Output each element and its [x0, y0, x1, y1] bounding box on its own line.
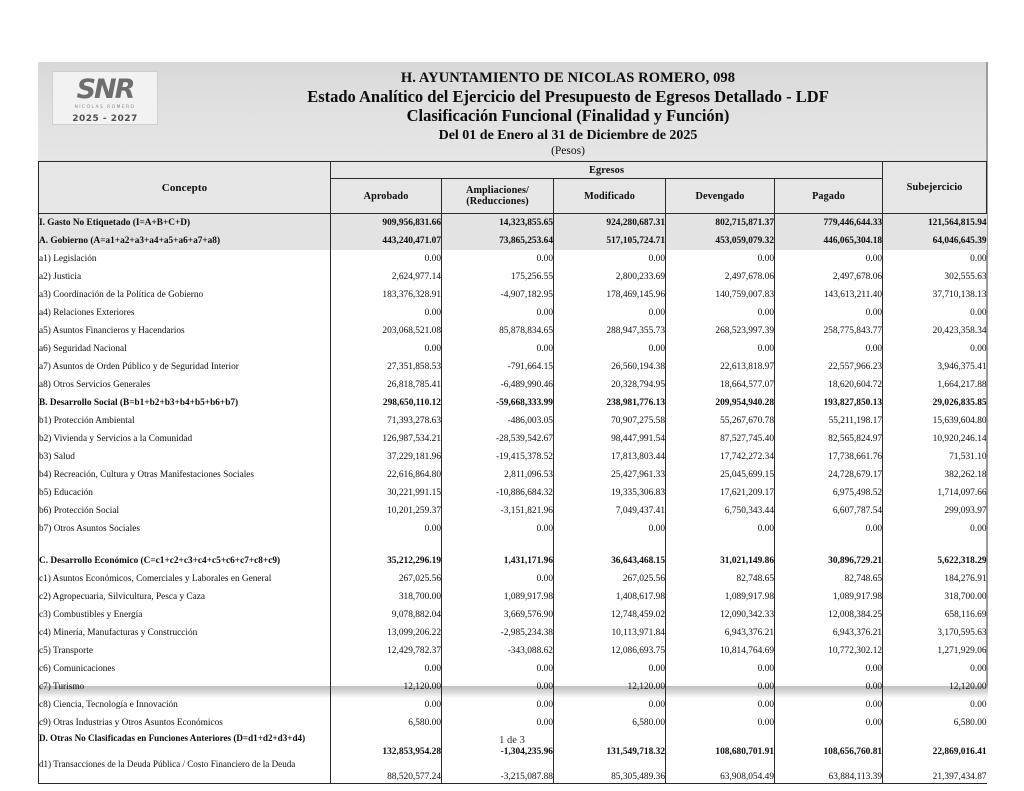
cell-pagado: 193,827,850.13	[775, 394, 883, 412]
cell-aprobado: 132,853,954.28	[331, 732, 442, 758]
table-row	[39, 588, 987, 606]
cell-subejercicio: 12,120.00	[949, 681, 987, 692]
cell-pagado	[775, 538, 883, 552]
cell-aprobado: 909,956,831.66	[331, 214, 442, 232]
table-row	[39, 520, 987, 538]
cell-modificado: 25,427,961.33	[554, 466, 666, 484]
cell-pagado: 55,211,198.17	[775, 412, 883, 430]
cell-subejercicio: 64,046,645.39	[883, 232, 987, 250]
page-footer	[0, 735, 1024, 746]
cell-pagado: 0.00	[775, 660, 883, 678]
cell-ampliaciones: 14,323,855.65	[442, 214, 554, 232]
budget-table-container	[38, 161, 986, 784]
cell-subejercicio: 10,920,246.14	[932, 433, 987, 444]
cell-concepto: c2) Agropecuaria, Silvicultura, Pesca y Caza	[39, 588, 331, 606]
cell-concepto: b7) Otros Asuntos Sociales	[39, 520, 331, 538]
cell-aprobado: 126,987,534.21	[331, 430, 442, 448]
cell-modificado: 1,408,617.98	[554, 588, 666, 606]
table-header-row-group	[39, 162, 987, 179]
cell-aprobado: 443,240,471.07	[331, 232, 442, 250]
cell-aprobado: 26,818,785.41	[331, 376, 442, 394]
cell-subejercicio: 0.00	[970, 699, 987, 710]
table-row	[39, 358, 987, 376]
cell-ampliaciones: 0.00	[442, 340, 554, 358]
cell-devengado: 0.00	[666, 696, 775, 714]
table-row	[39, 430, 987, 448]
cell-ampliaciones: 1,089,917.98	[442, 588, 554, 606]
cell-aprobado: 2,624,977.14	[331, 268, 442, 286]
column-header-ampliaciones	[442, 179, 554, 214]
cell-modificado: 131,549,718.32	[554, 732, 666, 758]
cell-aprobado: 13,099,206.22	[331, 624, 442, 642]
cell-aprobado: 12,120.00	[331, 678, 442, 696]
cell-aprobado: 318,700.00	[331, 588, 442, 606]
cell-modificado: 0.00	[554, 304, 666, 322]
table-row	[39, 714, 987, 732]
cell-subejercicio: 1,714,097.66	[937, 487, 987, 498]
table-row	[39, 758, 987, 784]
cell-aprobado: 27,351,858.53	[331, 358, 442, 376]
cell-aprobado: 9,078,882.04	[331, 606, 442, 624]
cell-ampliaciones: -4,907,182.95	[442, 286, 554, 304]
report-title: Estado Analítico del Ejercicio del Presupuesto de Egresos Detallado - LDF	[307, 86, 829, 106]
cell-modificado: 2,800,233.69	[554, 268, 666, 286]
cell-ampliaciones: 0.00	[442, 570, 554, 588]
cell-subejercicio: 3,946,375.41	[937, 361, 987, 372]
column-header-aprobado: Aprobado	[331, 179, 442, 214]
cell-concepto: a3) Coordinación de la Política de Gobierno	[39, 286, 331, 304]
cell-devengado: 453,059,079.32	[666, 232, 775, 250]
cell-ampliaciones: 0.00	[442, 714, 554, 732]
cell-modificado: 17,813,803.44	[554, 448, 666, 466]
cell-concepto: d1) Transacciones de la Deuda Pública / Costo Financiero de la Deuda	[39, 758, 331, 784]
cell-modificado: 85,305,489.36	[554, 758, 666, 784]
table-row	[39, 214, 987, 232]
cell-concepto: c9) Otras Industrias y Otros Asuntos Económicos	[39, 714, 331, 732]
cell-subejercicio: 382,262.18	[944, 469, 987, 480]
cell-aprobado: 0.00	[331, 660, 442, 678]
cell-devengado	[666, 538, 775, 552]
cell-modificado	[554, 538, 666, 552]
cell-concepto: c3) Combustibles y Energía	[39, 606, 331, 624]
table-body	[39, 214, 987, 784]
cell-pagado: 22,557,966.23	[775, 358, 883, 376]
cell-aprobado: 298,650,110.12	[331, 394, 442, 412]
report-subtitle: Clasificación Funcional (Finalidad y Función)	[406, 106, 730, 126]
cell-concepto: b3) Salud	[39, 448, 331, 466]
cell-concepto: I. Gasto No Etiquetado (I=A+B+C+D)	[39, 214, 331, 232]
table-row	[39, 502, 987, 520]
cell-aprobado: 0.00	[331, 304, 442, 322]
cell-subejercicio: 1,664,217.88	[937, 379, 987, 390]
cell-modificado: 20,328,794.95	[554, 376, 666, 394]
cell-modificado: 924,280,687.31	[554, 214, 666, 232]
cell-ampliaciones: 175,256.55	[442, 268, 554, 286]
cell-devengado: 12,090,342.33	[666, 606, 775, 624]
table-row	[39, 606, 987, 624]
cell-pagado: 6,943,376.21	[775, 624, 883, 642]
table-row	[39, 538, 987, 552]
column-header-subejercicio: Subejercicio	[883, 162, 987, 214]
cell-devengado: 87,527,745.40	[666, 430, 775, 448]
logo-mark-snr: SNR	[76, 74, 134, 105]
cell-pagado: 82,565,824.97	[775, 430, 883, 448]
cell-subejercicio: 6,580.00	[953, 717, 987, 728]
table-row	[39, 376, 987, 394]
cell-modificado: 178,469,145.96	[554, 286, 666, 304]
cell-ampliaciones: -28,539,542.67	[442, 430, 554, 448]
cell-aprobado: 267,025.56	[331, 570, 442, 588]
table-row	[39, 696, 987, 714]
cell-ampliaciones: -791,664.15	[442, 358, 554, 376]
cell-concepto: D. Otras No Clasificadas en Funciones Anteriores (D=d1+d2+d3+d4)	[39, 732, 331, 758]
column-header-concepto: Concepto	[39, 162, 331, 214]
document-header	[38, 64, 986, 162]
cell-subejercicio: 318,700.00	[944, 591, 987, 602]
cell-aprobado	[331, 538, 442, 552]
cell-concepto: a8) Otros Servicios Generales	[39, 376, 331, 394]
cell-subejercicio: 1,271,929.06	[937, 645, 987, 656]
cell-ampliaciones: -3,215,087.88	[442, 758, 554, 784]
cell-pagado: 17,738,661.76	[775, 448, 883, 466]
report-period: Del 01 de Enero al 31 de Diciembre de 2025	[438, 128, 698, 144]
cell-pagado: 0.00	[775, 678, 883, 696]
table-row	[39, 268, 987, 286]
cell-devengado: 0.00	[666, 660, 775, 678]
table-row	[39, 412, 987, 430]
cell-modificado: 0.00	[554, 520, 666, 538]
cell-modificado: 0.00	[554, 696, 666, 714]
table-row	[39, 484, 987, 502]
table-row	[39, 232, 987, 250]
cell-modificado: 238,981,776.13	[554, 394, 666, 412]
cell-pagado: 0.00	[775, 714, 883, 732]
cell-aprobado: 6,580.00	[331, 714, 442, 732]
table-row	[39, 642, 987, 660]
cell-devengado: 209,954,940.28	[666, 394, 775, 412]
cell-pagado: 6,975,498.52	[775, 484, 883, 502]
cell-subejercicio: 121,564,815.94	[883, 214, 987, 232]
table-row	[39, 322, 987, 340]
cell-devengado: 0.00	[666, 250, 775, 268]
cell-pagado: 108,656,760.81	[775, 732, 883, 758]
cell-aprobado: 0.00	[331, 520, 442, 538]
cell-devengado: 140,759,007.83	[666, 286, 775, 304]
cell-modificado: 0.00	[554, 340, 666, 358]
cell-devengado: 0.00	[666, 678, 775, 696]
cell-ampliaciones	[442, 538, 554, 552]
cell-concepto	[39, 538, 331, 552]
cell-devengado: 25,045,699.15	[666, 466, 775, 484]
cell-aprobado: 22,616,864.80	[331, 466, 442, 484]
cell-subejercicio: 71,531.10	[949, 451, 987, 462]
cell-ampliaciones: 0.00	[442, 696, 554, 714]
cell-devengado: 18,664,577.07	[666, 376, 775, 394]
cell-aprobado: 88,520,577.24	[331, 758, 442, 784]
cell-pagado: 0.00	[775, 696, 883, 714]
cell-pagado: 446,065,304.18	[775, 232, 883, 250]
cell-pagado: 30,896,729.21	[775, 552, 883, 570]
column-header-pagado: Pagado	[775, 179, 883, 214]
cell-devengado: 10,814,764.69	[666, 642, 775, 660]
cell-modificado: 12,086,693.75	[554, 642, 666, 660]
cell-modificado: 288,947,355.73	[554, 322, 666, 340]
cell-concepto: b1) Protección Ambiental	[39, 412, 331, 430]
cell-subejercicio: 0.00	[970, 663, 987, 674]
cell-pagado: 2,497,678.06	[775, 268, 883, 286]
table-row	[39, 660, 987, 678]
cell-devengado: 0.00	[666, 520, 775, 538]
cell-concepto: B. Desarrollo Social (B=b1+b2+b3+b4+b5+b6+b7)	[39, 394, 331, 412]
table-row	[39, 678, 987, 696]
cell-modificado: 36,643,468.15	[554, 552, 666, 570]
cell-concepto: c8) Ciencia, Tecnología e Innovación	[39, 696, 331, 714]
cell-ampliaciones: -1,304,235.96	[442, 732, 554, 758]
cell-concepto: c7) Turismo	[39, 678, 331, 696]
cell-ampliaciones: 1,431,171.96	[442, 552, 554, 570]
cell-aprobado: 71,393,278.63	[331, 412, 442, 430]
cell-ampliaciones: 0.00	[442, 678, 554, 696]
cell-devengado: 6,750,343.44	[666, 502, 775, 520]
cell-modificado: 70,907,275.58	[554, 412, 666, 430]
column-header-ampliaciones-line2: (Reducciones)	[466, 196, 529, 207]
cell-devengado: 0.00	[666, 714, 775, 732]
cell-subejercicio: 0.00	[970, 343, 987, 354]
cell-subejercicio: 184,276.91	[944, 573, 987, 584]
cell-subejercicio: 37,710,138.13	[932, 289, 987, 300]
budget-table	[38, 161, 987, 784]
cell-aprobado: 30,221,991.15	[331, 484, 442, 502]
cell-concepto: b4) Recreación, Cultura y Otras Manifestaciones Sociales	[39, 466, 331, 484]
column-header-devengado: Devengado	[666, 179, 775, 214]
cell-modificado: 7,049,437.41	[554, 502, 666, 520]
cell-subejercicio: 0.00	[970, 307, 987, 318]
table-row	[39, 552, 987, 570]
table-row	[39, 340, 987, 358]
cell-pagado: 10,772,302.12	[775, 642, 883, 660]
cell-devengado: 268,523,997.39	[666, 322, 775, 340]
cell-pagado: 18,620,604.72	[775, 376, 883, 394]
cell-ampliaciones: -6,489,990.46	[442, 376, 554, 394]
cell-aprobado: 183,376,328.91	[331, 286, 442, 304]
cell-concepto: b6) Protección Social	[39, 502, 331, 520]
cell-ampliaciones: -2,985,234.38	[442, 624, 554, 642]
cell-devengado: 0.00	[666, 340, 775, 358]
cell-devengado: 802,715,871.37	[666, 214, 775, 232]
cell-concepto: A. Gobierno (A=a1+a2+a3+a4+a5+a6+a7+a8)	[39, 232, 331, 250]
cell-concepto: c6) Comunicaciones	[39, 660, 331, 678]
logo-tagline: NICOLAS ROMERO	[74, 105, 136, 110]
cell-pagado: 258,775,843.77	[775, 322, 883, 340]
cell-ampliaciones: 0.00	[442, 250, 554, 268]
cell-concepto: a1) Legislación	[39, 250, 331, 268]
cell-aprobado: 0.00	[331, 250, 442, 268]
cell-devengado: 22,613,818.97	[666, 358, 775, 376]
cell-aprobado: 0.00	[331, 340, 442, 358]
cell-aprobado: 0.00	[331, 696, 442, 714]
cell-modificado: 98,447,991.54	[554, 430, 666, 448]
table-head	[39, 162, 987, 214]
cell-ampliaciones: 85,878,834.65	[442, 322, 554, 340]
cell-modificado: 19,335,306.83	[554, 484, 666, 502]
cell-concepto: a5) Asuntos Financieros y Hacendarios	[39, 322, 331, 340]
cell-concepto: b2) Vivienda y Servicios a la Comunidad	[39, 430, 331, 448]
cell-devengado: 6,943,376.21	[666, 624, 775, 642]
cell-concepto: c4) Minería, Manufacturas y Construcción	[39, 624, 331, 642]
cell-modificado: 0.00	[554, 250, 666, 268]
cell-aprobado: 10,201,259.37	[331, 502, 442, 520]
cell-devengado: 17,742,272.34	[666, 448, 775, 466]
cell-devengado: 82,748.65	[666, 570, 775, 588]
cell-ampliaciones: 3,669,576.90	[442, 606, 554, 624]
cell-devengado: 31,021,149.86	[666, 552, 775, 570]
column-header-modificado: Modificado	[554, 179, 666, 214]
cell-concepto: b5) Educación	[39, 484, 331, 502]
cell-ampliaciones: 2,811,096.53	[442, 466, 554, 484]
cell-ampliaciones: -59,668,333.99	[442, 394, 554, 412]
report-units: (Pesos)	[551, 145, 585, 158]
cell-devengado: 63,908,054.49	[666, 758, 775, 784]
cell-ampliaciones: -343,088.62	[442, 642, 554, 660]
cell-modificado: 12,120.00	[554, 678, 666, 696]
column-group-header-egresos: Egresos	[331, 162, 883, 179]
cell-ampliaciones: 0.00	[442, 660, 554, 678]
table-row	[39, 304, 987, 322]
cell-modificado: 26,560,194.38	[554, 358, 666, 376]
table-row	[39, 394, 987, 412]
cell-ampliaciones: 0.00	[442, 304, 554, 322]
cell-aprobado: 12,429,782.37	[331, 642, 442, 660]
cell-concepto: a6) Seguridad Nacional	[39, 340, 331, 358]
cell-pagado: 82,748.65	[775, 570, 883, 588]
cell-pagado: 0.00	[775, 520, 883, 538]
cell-subejercicio: 0.00	[970, 523, 987, 534]
municipal-logo	[52, 71, 158, 125]
cell-subejercicio: 29,026,835.85	[932, 397, 987, 408]
cell-concepto: c1) Asuntos Económicos, Comerciales y Laborales en General	[39, 570, 331, 588]
cell-devengado: 1,089,917.98	[666, 588, 775, 606]
cell-modificado: 10,113,971.84	[554, 624, 666, 642]
cell-concepto: c5) Transporte	[39, 642, 331, 660]
cell-ampliaciones: -486,003.05	[442, 412, 554, 430]
cell-subejercicio: 15,639,604.80	[932, 415, 987, 426]
cell-subejercicio: 299,093.97	[944, 505, 987, 516]
cell-subejercicio: 21,397,434.87	[883, 758, 987, 784]
cell-concepto: a4) Relaciones Exteriores	[39, 304, 331, 322]
cell-pagado: 63,884,113.39	[775, 758, 883, 784]
cell-subejercicio: 22,869,016.41	[932, 746, 987, 757]
cell-pagado: 6,607,787.54	[775, 502, 883, 520]
column-header-ampliaciones-line1: Ampliaciones/	[466, 185, 529, 196]
cell-pagado: 0.00	[775, 340, 883, 358]
cell-devengado: 2,497,678.06	[666, 268, 775, 286]
cell-devengado: 108,680,701.91	[666, 732, 775, 758]
entity-name: H. AYUNTAMIENTO DE NICOLAS ROMERO, 098	[400, 70, 736, 86]
table-row	[39, 624, 987, 642]
table-row	[39, 448, 987, 466]
cell-modificado: 12,748,459.02	[554, 606, 666, 624]
title-block	[158, 70, 978, 158]
cell-aprobado: 35,212,296.19	[331, 552, 442, 570]
cell-modificado: 6,580.00	[554, 714, 666, 732]
cell-subejercicio: 302,555.63	[944, 271, 987, 282]
cell-concepto: a7) Asuntos de Orden Público y de Seguridad Interior	[39, 358, 331, 376]
table-row	[39, 286, 987, 304]
cell-aprobado: 37,229,181.96	[331, 448, 442, 466]
cell-modificado: 267,025.56	[554, 570, 666, 588]
cell-pagado: 1,089,917.98	[775, 588, 883, 606]
cell-pagado: 24,728,679.17	[775, 466, 883, 484]
cell-pagado: 12,008,384.25	[775, 606, 883, 624]
cell-subejercicio: 0.00	[970, 253, 987, 264]
cell-modificado: 517,105,724.71	[554, 232, 666, 250]
cell-pagado: 143,613,211.40	[775, 286, 883, 304]
table-row	[39, 466, 987, 484]
cell-concepto: a2) Justicia	[39, 268, 331, 286]
cell-subejercicio: 3,170,595.63	[937, 627, 987, 638]
table-row	[39, 570, 987, 588]
cell-concepto: C. Desarrollo Económico (C=c1+c2+c3+c4+c5+c6+c7+c8+c9)	[39, 552, 331, 570]
cell-subejercicio: 20,423,358.34	[932, 325, 987, 336]
logo-years: 2025 - 2027	[72, 114, 138, 124]
cell-devengado: 55,267,670.78	[666, 412, 775, 430]
cell-pagado: 0.00	[775, 250, 883, 268]
cell-ampliaciones: -3,151,821.96	[442, 502, 554, 520]
cell-subejercicio	[883, 538, 987, 552]
cell-modificado: 0.00	[554, 660, 666, 678]
page-number: 1 de 3	[499, 735, 525, 746]
cell-aprobado: 203,068,521.08	[331, 322, 442, 340]
cell-subejercicio: 658,116.69	[944, 609, 987, 620]
cell-pagado: 0.00	[775, 304, 883, 322]
cell-ampliaciones: 73,865,253.64	[442, 232, 554, 250]
cell-devengado: 0.00	[666, 304, 775, 322]
cell-devengado: 17,621,209.17	[666, 484, 775, 502]
cell-ampliaciones: 0.00	[442, 520, 554, 538]
cell-subejercicio: 5,622,318.29	[937, 555, 987, 566]
table-row	[39, 250, 987, 268]
cell-ampliaciones: -10,886,684.32	[442, 484, 554, 502]
cell-pagado: 779,446,644.33	[775, 214, 883, 232]
cell-ampliaciones: -19,415,378.52	[442, 448, 554, 466]
